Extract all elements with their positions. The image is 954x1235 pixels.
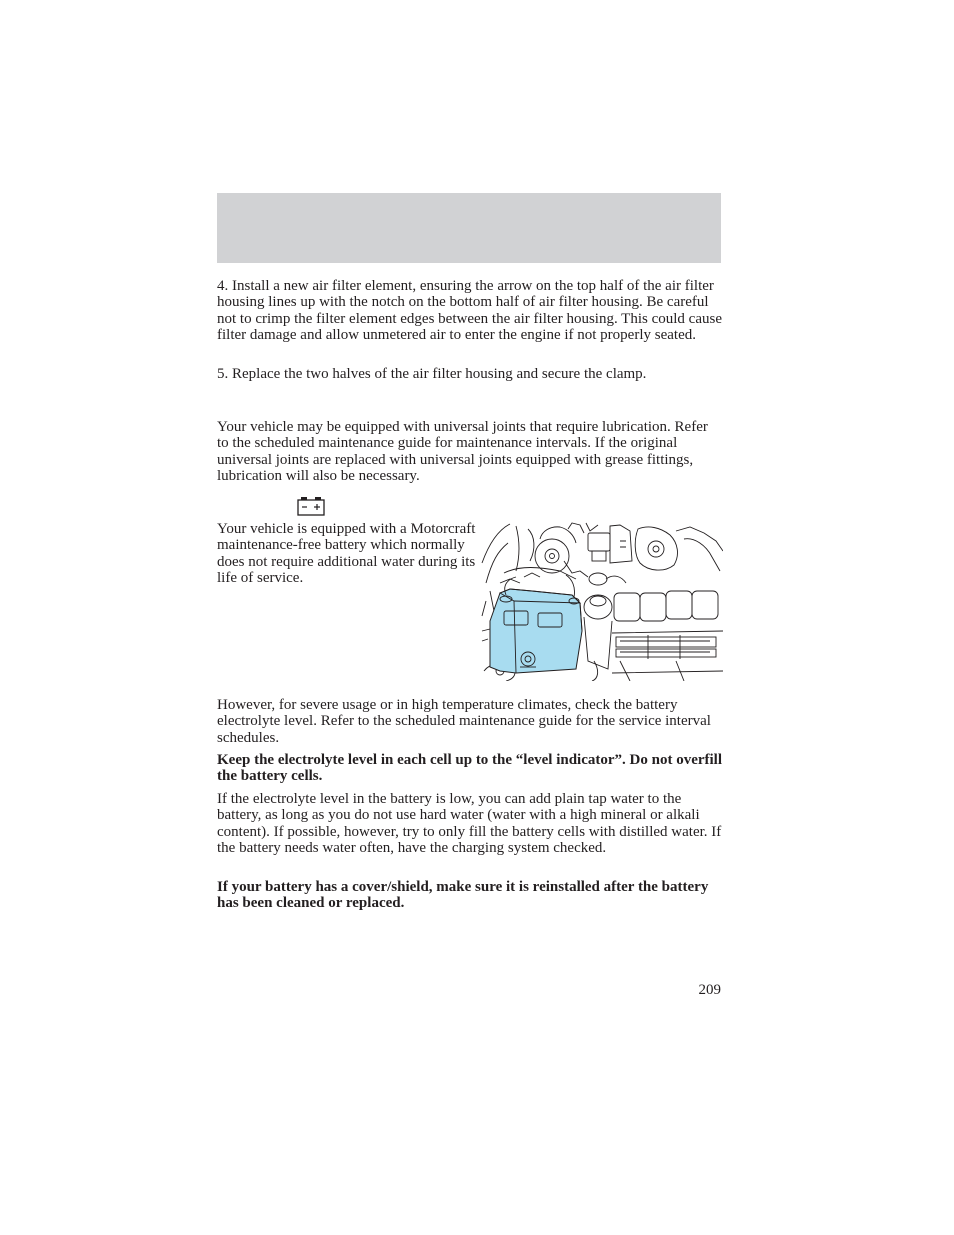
air-filter-step-5: 5. Replace the two halves of the air filter housing and secure the clamp.	[217, 366, 647, 382]
section-header-band	[217, 193, 721, 263]
page-number: 209	[698, 982, 721, 998]
battery-intro: Your vehicle is equipped with a Motorcraft maintenance-free battery which normally does not require additional water during its life of service.	[217, 521, 476, 587]
universal-joints-paragraph: Your vehicle may be equipped with universal joints that require lubrication. Refer to the scheduled maintenance guide for maintenance intervals. If the original universal joints are replaced with universal joints equipped with grease fittings, lubrication will also be necessary.	[217, 419, 708, 485]
engine-battery-illustration	[480, 521, 723, 681]
battery-cover-warning: If your battery has a cover/shield, make sure it is reinstalled after the battery has been cleaned or replaced.	[217, 879, 709, 912]
battery-severe-usage: However, for severe usage or in high temperature climates, check the battery electrolyte level. Refer to the scheduled maintenance guide for the service interval schedules.	[217, 697, 711, 746]
battery-low-level: If the electrolyte level in the battery is low, you can add plain tap water to the battery, as long as you do not use hard water (water with a high mineral or alkali content). If possible, however, try to only fill the battery cells with distilled water. If the battery needs water often, have the charging system checked.	[217, 791, 722, 857]
air-filter-step-4: 4. Install a new air filter element, ensuring the arrow on the top half of the air filter housing lines up with the notch on the bottom half of air filter housing. Be careful not to crimp the filter element edges between the air filter housing. This could cause filter damage and allow unmetered air to enter the engine if not properly seated.	[217, 278, 722, 344]
battery-electrolyte-warning: Keep the electrolyte level in each cell up to the “level indicator”. Do not overfill the battery cells.	[217, 752, 723, 785]
battery-icon	[297, 496, 325, 516]
